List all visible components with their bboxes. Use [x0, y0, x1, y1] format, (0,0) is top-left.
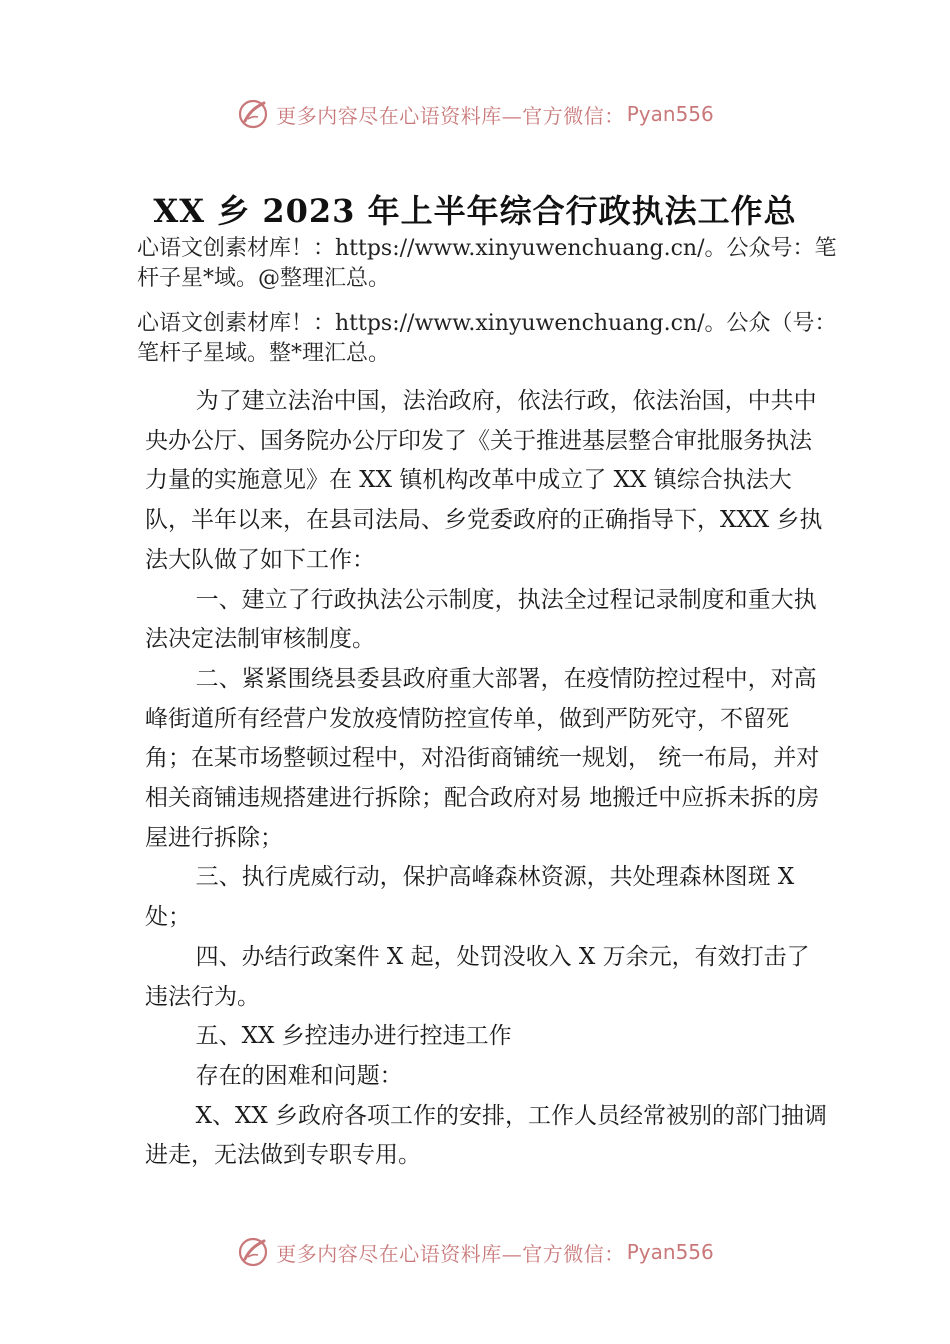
- document-body: [145, 382, 830, 1176]
- body-paragraph: 二、紧紧围绕县委县政府重大部署，在疫情防控过程中，对高峰街道所有经营户发放疫情防控宣传单，做到严防死守，不留死角；在某市场整顿过程中，对沿街商铺统一规划， 统一布局，并对相关商铺违规搭建进行拆除；配合政府对易 地搬迁中应拆未拆的房屋进行拆除；: [145, 665, 820, 851]
- brush-logo-icon: [236, 97, 270, 131]
- body-paragraph: 为了建立法治中国，法治政府，依法行政，依法治国，中共中央办公厅、国务院办公厅印发了《关于推进基层整合审批服务执法力量的实施意见》在 XX 镇机构改革中成立了 XX 镇综合执法大队，半年以来，在县司法局、乡党委政府的正确指导下，XXX 乡执法大队做了如下工作：: [145, 388, 823, 573]
- body-paragraph: X、XX 乡政府各项工作的安排，工作人员经常被别的部门抽调进走，无法做到专职专用。: [145, 1102, 828, 1169]
- watermark-wechat-id: Pyan556: [626, 102, 714, 126]
- body-paragraph: 五、XX 乡控违办进行控违工作: [195, 1023, 512, 1050]
- document-title: XX 乡 2023 年上半年综合行政执法工作总: [153, 192, 797, 230]
- source-note: 心语文创素材库！：https://www.xinyuwenchuang.cn/。公众（号：笔杆子星域。整*理汇总。: [137, 311, 837, 366]
- watermark-wechat-id: Pyan556: [626, 1240, 714, 1264]
- watermark-text: 更多内容尽在心语资料库—官方微信：: [276, 103, 625, 128]
- watermark-banner-top: [0, 92, 950, 136]
- body-paragraph: 三、执行虎威行动，保护高峰森林资源，共处理森林图斑 X 处；: [145, 864, 795, 931]
- watermark-text: 更多内容尽在心语资料库—官方微信：: [276, 1241, 625, 1266]
- source-note: 心语文创素材库！：https://www.xinyuwenchuang.cn/。公众号：笔杆子星*域。@整理汇总。: [137, 236, 837, 291]
- body-paragraph: 一、建立了行政执法公示制度，执法全过程记录制度和重大执法决定法制审核制度。: [145, 586, 817, 653]
- body-paragraph: 四、办结行政案件 X 起，处罚没收入 X 万余元，有效打击了违法行为。: [145, 943, 810, 1010]
- brush-logo-icon: [236, 1235, 270, 1269]
- body-paragraph: 存在的困难和问题：: [195, 1062, 403, 1089]
- watermark-banner-bottom: [0, 1230, 950, 1274]
